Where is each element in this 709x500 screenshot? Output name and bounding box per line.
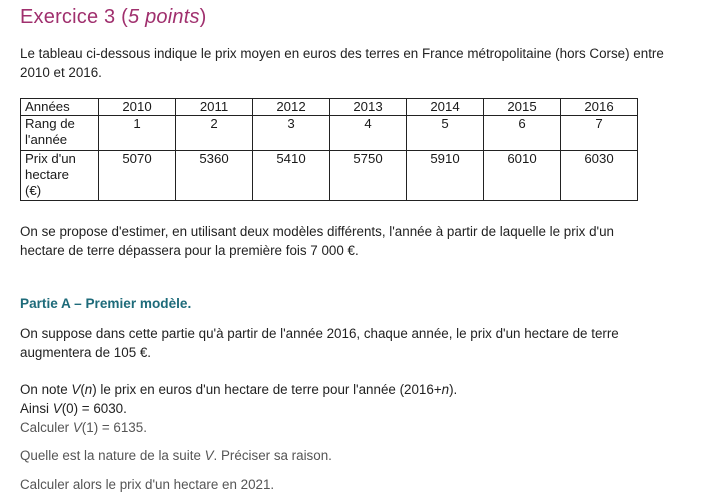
price-cell: 5410 (253, 151, 330, 201)
nature-question: Quelle est la nature de la suite V. Préciser sa raison. (20, 448, 332, 463)
price-cell: 6030 (561, 151, 638, 201)
year-cell: 2015 (484, 99, 561, 116)
rank-cell: 5 (407, 116, 484, 151)
year-cell: 2014 (407, 99, 484, 116)
definition-block (20, 380, 680, 437)
rank-cell: 3 (253, 116, 330, 151)
ainsi-line: Ainsi V(0) = 6030. (20, 401, 127, 416)
rank-cell: 7 (561, 116, 638, 151)
header-rank: Rang de l'année (21, 116, 99, 151)
exercise-title: Exercice 3 (5 points) (20, 6, 207, 28)
price-cell: 5070 (99, 151, 176, 201)
header-years: Années (21, 99, 99, 116)
price-table (20, 98, 638, 201)
price-cell: 6010 (484, 151, 561, 201)
year-cell: 2011 (176, 99, 253, 116)
price-cell: 5910 (407, 151, 484, 201)
part-a-paragraph: On suppose dans cette partie qu'à partir de l'année 2016, chaque année, le prix d'un hectare de terre augmentera de 105 €. (20, 326, 619, 360)
price-cell: 5750 (330, 151, 407, 201)
proposal-paragraph: On se propose d'estimer, en utilisant deux modèles différents, l'année à partir de laquelle le prix d'un hectare de terre dépassera pour la première fois 7 000 €. (20, 224, 614, 258)
year-cell: 2010 (99, 99, 176, 116)
year-cell: 2013 (330, 99, 407, 116)
table-row-years (21, 99, 638, 116)
calculer-line: Calculer V(1) = 6135. (20, 420, 147, 435)
rank-cell: 2 (176, 116, 253, 151)
intro-paragraph: Le tableau ci-dessous indique le prix moyen en euros des terres en France métropolitaine (hors Corse) entre 2010 et 2016. (20, 46, 664, 80)
year-cell: 2016 (561, 99, 638, 116)
part-a-heading: Partie A – Premier modèle. (20, 296, 192, 311)
rank-cell: 6 (484, 116, 561, 151)
rank-cell: 1 (99, 116, 176, 151)
table-row-price (21, 151, 638, 201)
header-price: Prix d'un hectare (€) (21, 151, 99, 201)
definition-line: On note V(n) le prix en euros d'un hectare de terre pour l'année (2016+n). (20, 382, 458, 397)
table-row-rank (21, 116, 638, 151)
calc-2021-question: Calculer alors le prix d'un hectare en 2021. (20, 477, 275, 492)
rank-cell: 4 (330, 116, 407, 151)
year-cell: 2012 (253, 99, 330, 116)
price-cell: 5360 (176, 151, 253, 201)
